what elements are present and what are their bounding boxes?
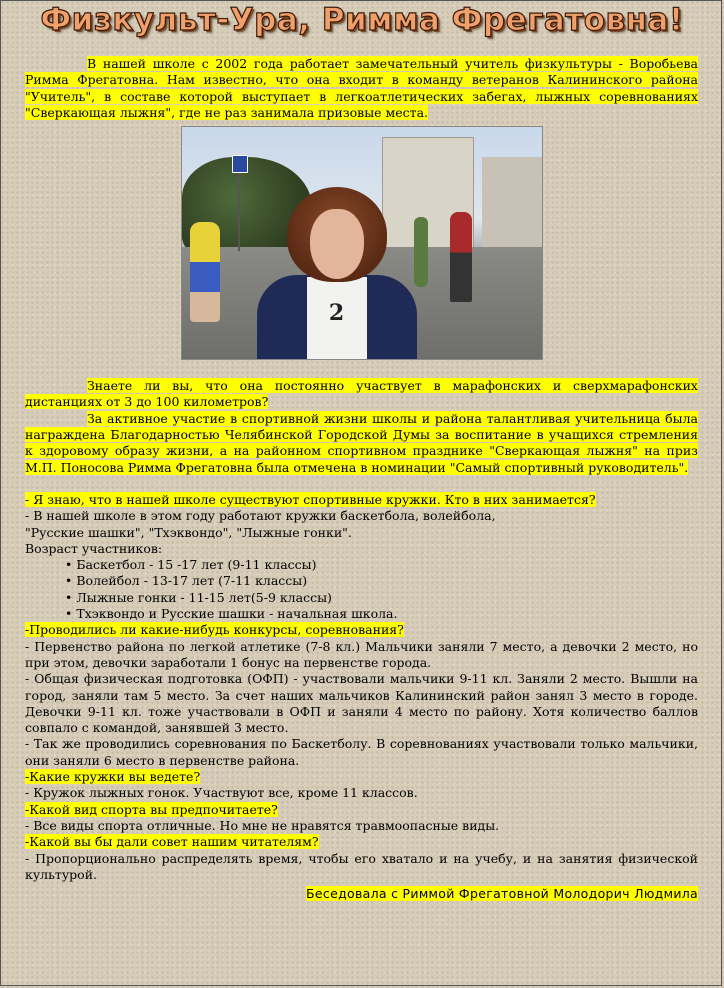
marathon-paragraph [25, 378, 698, 411]
answer-2-athletics: - Первенство района по легкой атлетике (7-8 кл.) Мальчики заняли 7 место, а девочки 2 место, но при этом, девочки заработали 1 бонус на первенстве города. [25, 638, 698, 670]
answer-5: - Пропорционально распределять время, чтобы его хватало и на учебу, и на занятия физической культурой. [25, 850, 698, 882]
photo-sign-pole [238, 171, 240, 251]
marathon-text: Знаете ли вы, что она постоянно участвует в марафонских и сверхмарафонских дистанциях от 3 до 100 километров? [25, 378, 698, 410]
photo-face [310, 209, 364, 279]
question-5-text: -Какой вы бы дали совет нашим читателям? [25, 834, 319, 850]
intro-paragraph [25, 56, 698, 121]
answer-4: - Все виды спорта отличные. Но мне не нравятся травмоопасные виды. [25, 817, 500, 833]
age-list-item: • Лыжные гонки - 11-15 лет(5-9 классы) [65, 590, 698, 606]
intro-text: В нашей школе с 2002 года работает замечательный учитель физкультуры - Воробьева Римма Фрегатовна. Нам известно, что она входит в команду ветеранов Калининского района "Учитель", в составе которой выступает в легкоатлетических забегах, лыжных соревнованиях "Сверкающая лыжня", где не раз занимала призовые места. [25, 56, 698, 120]
age-list [25, 557, 698, 622]
question-3 [25, 769, 698, 785]
question-5 [25, 834, 698, 850]
answer-1-line-2: "Русские шашки", "Тхэквондо", "Лыжные гонки". [25, 524, 352, 540]
question-4 [25, 802, 698, 818]
age-list-item: • Волейбол - 13-17 лет (7-11 классы) [65, 573, 698, 589]
photo-bus-sign [232, 155, 248, 173]
signature-line [25, 886, 698, 902]
article-body [25, 56, 698, 902]
signature-text: Беседовала с Риммой Фрегатовной Молодорич Людмила [306, 886, 698, 902]
age-list-item: • Тхэквондо и Русские шашки - начальная школа. [65, 606, 698, 622]
answer-3: - Кружок лыжных гонок. Участвуют все, кроме 11 классов. [25, 785, 418, 801]
award-text: За активное участие в спортивной жизни школы и района талантливая учительница была награждена Благодарностью Челябинской Городской Думы за воспитание в учащихся стремления к здоровому образу жизни, а на районном спортивном празднике "Сверкающая лыжня" на приз М.П. Поносова Римма Фрегатовна была отмечена в номинации "Самый спортивный руководитель". [25, 410, 698, 475]
question-1-text: - Я знаю, что в нашей школе существуют спортивные кружки. Кто в них занимается? [25, 491, 596, 507]
age-list-item: • Баскетбол - 15 -17 лет (9-11 классы) [65, 557, 698, 573]
answer-1-line-1: - В нашей школе в этом году работают кружки баскетбола, волейбола, [25, 508, 496, 524]
answer-2-ofp: - Общая физическая подготовка (ОФП) - участвовали мальчики 9-11 кл. Заняли 2 место. Вышли на город, заняли там 5 место. За счет наших мальчиков Калининский район занял 3 место в городе. Девочки 9-11 кл. тоже участвовали в ОФП и заняли 4 место по району. Хотя количество баллов совпало с командой, занявшей 3 место. [25, 671, 698, 736]
spacer [25, 476, 698, 492]
photo-building-far [482, 157, 542, 257]
question-4-text: -Какой вид спорта вы предпочитаете? [25, 801, 278, 817]
question-1 [25, 492, 698, 508]
question-2 [25, 622, 698, 638]
teacher-photo [181, 126, 543, 360]
photo-bib-number: 2 [328, 300, 345, 327]
question-3-text: -Какие кружки вы ведете? [25, 769, 201, 785]
question-2-text: -Проводились ли какие-нибудь конкурсы, соревнования? [25, 622, 404, 638]
award-paragraph [25, 411, 698, 476]
photo-runner-left [190, 222, 220, 322]
photo-teacher [252, 187, 422, 359]
age-label: Возраст участников: [25, 540, 163, 556]
answer-2-basketball: - Так же проводились соревнования по Баскетболу. В соревнованиях участвовали только мальчики, они заняли 6 место в первенстве района. [25, 736, 698, 768]
photo-runner-right [450, 212, 472, 302]
page-title: Физкульт-Ура, Римма Фрегатовна! [40, 2, 684, 38]
